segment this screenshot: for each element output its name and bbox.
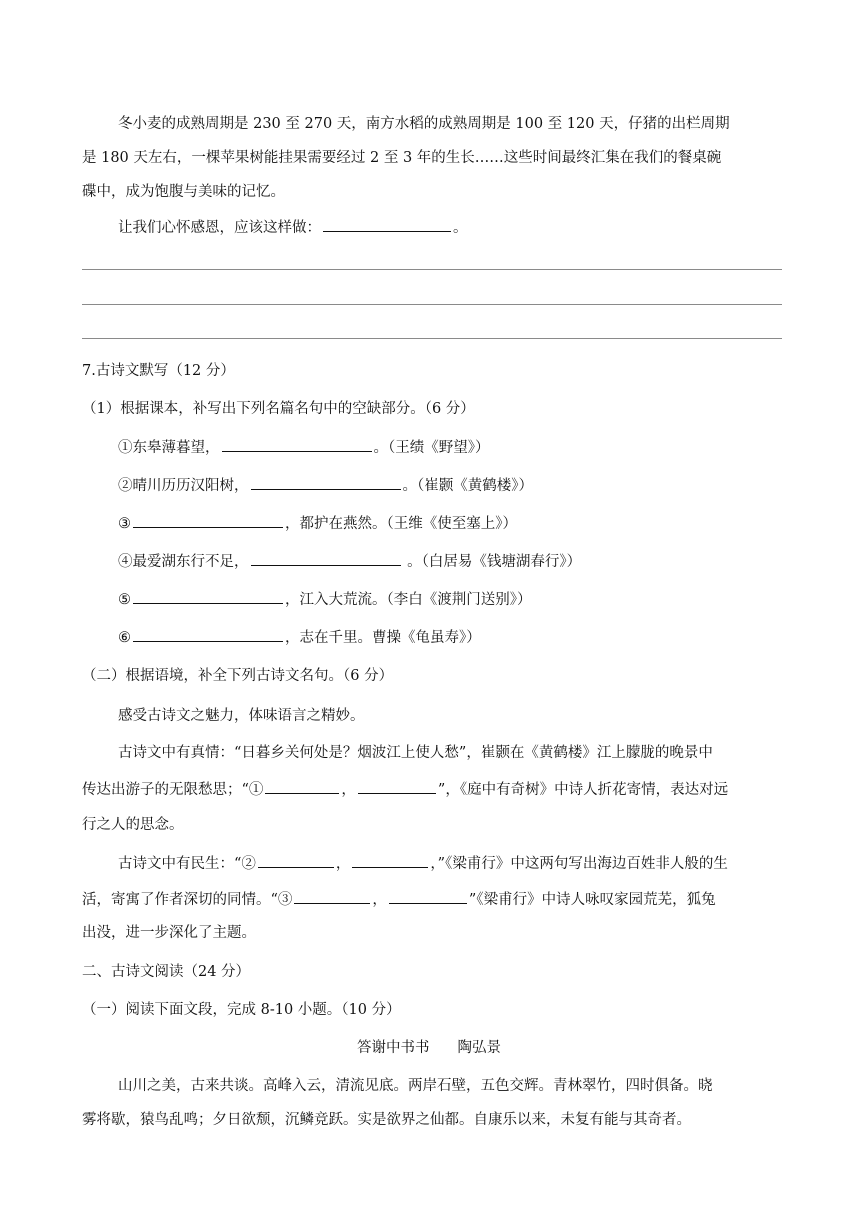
- p3-text-d: 活，寄寓了作者深切的同情。“③: [82, 892, 293, 908]
- prompt-text: 让我们心怀感恩，应该这样做：: [118, 220, 321, 236]
- item-blank[interactable]: [251, 475, 401, 490]
- item-blank[interactable]: [251, 551, 401, 566]
- q7-p3-line-3: 出没，进一步深化了主题。: [82, 925, 256, 941]
- p3-text-c: ，”《梁甫行》中这两句写出海边百姓非人般的生: [430, 856, 728, 872]
- p3-text-f: ”《梁甫行》中诗人咏叹家园荒芜，狐兔: [468, 892, 716, 908]
- q7-item-2: [118, 475, 533, 495]
- passage-author: 陶弘景: [457, 1040, 501, 1056]
- q7-item-6: [118, 627, 481, 647]
- intro-line-3: 碟中，成为饱腹与美味的记忆。: [82, 184, 285, 200]
- fill-blank-3a[interactable]: [294, 889, 370, 904]
- item-text-after: 。（白居易《钱塘湖春行》）: [402, 554, 582, 570]
- q7-item-1: [118, 437, 490, 457]
- item-text-after: ，志在千里。曹操《龟虽寿》）: [285, 630, 481, 646]
- item-text-before: ⑥: [118, 630, 131, 646]
- p2-text-b: ，: [341, 782, 356, 798]
- section2-sub-heading: （一）阅读下面文段，完成 8-10 小题。（10 分）: [82, 1002, 401, 1018]
- p2-text-c: ”，《庭中有奇树》中诗人折花寄情，表达对远: [437, 782, 729, 798]
- passage-text-line-2: 雾将歇，猿鸟乱鸣；夕日欲颓，沉鳞竞跃。实是欲界之仙都。自康乐以来，未复有能与其奇者。: [82, 1112, 691, 1128]
- q7-p1: 感受古诗文之魅力，体味语言之精妙。: [118, 708, 365, 724]
- passage-title-line: [357, 1038, 501, 1058]
- answer-blank[interactable]: [323, 217, 451, 232]
- p3-text-e: ，: [372, 892, 387, 908]
- item-text-before: ②晴川历历汉阳树，: [118, 478, 249, 494]
- passage-text-line-1: 山川之美，古来共谈。高峰入云，清流见底。两岸石壁，五色交辉。青林翠竹，四时俱备。晓: [118, 1078, 713, 1094]
- q7-part1-heading: （1）根据课本，补写出下列名篇名句中的空缺部分。（6 分）: [82, 401, 475, 417]
- p3-text-a: 古诗文中有民生：“②: [118, 856, 256, 872]
- intro-line-2: 是 180 天左右，一棵苹果树能挂果需要经过 2 至 3 年的生长……这些时间最终汇集在我们的餐桌碗: [82, 150, 722, 166]
- item-blank[interactable]: [133, 513, 283, 528]
- q7-item-5: [118, 589, 532, 609]
- q7-item-4: [118, 551, 581, 571]
- item-blank[interactable]: [133, 627, 283, 642]
- prompt-end: 。: [453, 220, 468, 236]
- fill-blank-2a[interactable]: [258, 853, 334, 868]
- item-text-after: 。（王绩《野望》）: [373, 440, 490, 456]
- item-text-after: ，江入大荒流。（李白《渡荆门送别》）: [285, 592, 532, 608]
- p3-text-b: ，: [335, 856, 351, 872]
- q7-part2-heading: （二）根据语境，补全下列古诗文名句。（6 分）: [82, 668, 394, 684]
- q7-item-3: [118, 513, 517, 533]
- q7-heading: 7.古诗文默写（12 分）: [82, 363, 235, 379]
- passage-title: 答谢中书书: [357, 1040, 430, 1056]
- item-blank[interactable]: [133, 589, 283, 604]
- answer-rule-1[interactable]: [82, 269, 782, 270]
- q7-p2-line-2: [82, 779, 728, 799]
- q7-p3-line-2: [82, 889, 716, 909]
- item-text-after: 。（崔颢《黄鹤楼》）: [402, 478, 533, 494]
- fill-blank-1a[interactable]: [265, 779, 339, 794]
- item-text-before: ③: [118, 516, 131, 532]
- fill-blank-3b[interactable]: [389, 889, 467, 904]
- q7-p2-line-1: 古诗文中有真情：“日暮乡关何处是？烟波江上使人愁”，崔颢在《黄鹤楼》江上朦胧的晚景中: [118, 745, 713, 761]
- intro-line-1: 冬小麦的成熟周期是 230 至 270 天，南方水稻的成熟周期是 100 至 120 天，仔猪的出栏周期: [118, 116, 730, 132]
- p2-text-a: 传达出游子的无限愁思；“①: [82, 782, 264, 798]
- answer-rule-2[interactable]: [82, 304, 782, 305]
- answer-rule-3[interactable]: [82, 338, 782, 339]
- q7-p2-line-3: 行之人的思念。: [82, 817, 184, 833]
- intro-prompt: [118, 217, 468, 237]
- item-text-before: ④最爱湖东行不足，: [118, 554, 249, 570]
- item-text-before: ⑤: [118, 592, 131, 608]
- section2-heading: 二、古诗文阅读（24 分）: [82, 964, 251, 980]
- item-text-after: ，都护在燕然。（王维《使至塞上》）: [285, 516, 517, 532]
- q7-p3-line-1: [118, 853, 728, 873]
- fill-blank-1b[interactable]: [358, 779, 436, 794]
- fill-blank-2b[interactable]: [352, 853, 428, 868]
- item-text-before: ①东皋薄暮望，: [118, 440, 220, 456]
- item-blank[interactable]: [222, 437, 372, 452]
